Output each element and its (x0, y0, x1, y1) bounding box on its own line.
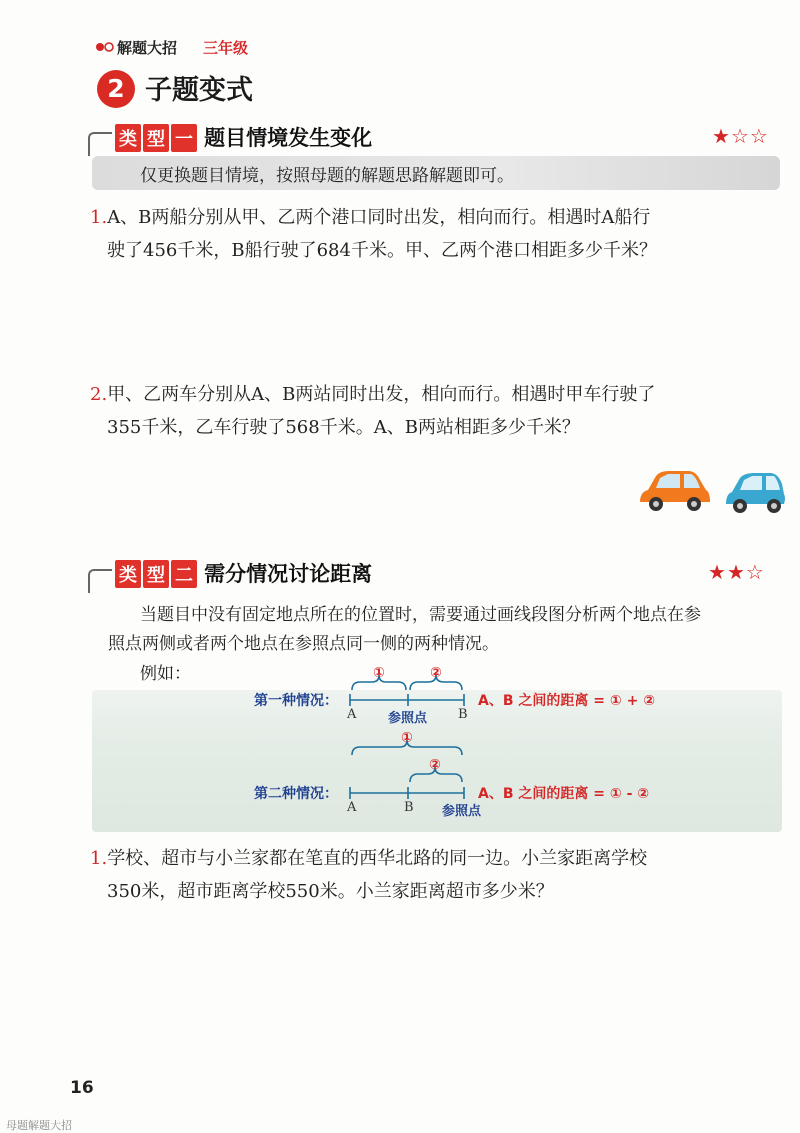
case1-marker-1: ① (373, 665, 385, 681)
case1-diagram (350, 675, 464, 706)
question-number: 1. (90, 207, 108, 228)
type2-intro-line-1: 当题目中没有固定地点所在的位置时，需要通过画线段图分析两个地点在参 (140, 605, 701, 625)
star-filled-icon: ★ (712, 124, 731, 148)
type2-difficulty-stars (708, 560, 765, 584)
header-dots-icon (95, 41, 115, 53)
question-line: 甲、乙两车分别从A、B两站同时出发，相向而行。相遇时甲车行驶了 (107, 384, 656, 405)
case2-point-b: B (404, 800, 414, 815)
segment-diagram (92, 660, 782, 830)
case2-marker-2: ② (429, 757, 441, 773)
orange-car-icon (640, 471, 710, 511)
question-line: A、B两船分别从甲、乙两个港口同时出发，相向而行。相遇时A船行 (107, 207, 651, 228)
cars-illustration (636, 466, 786, 516)
type1-question-2 (90, 378, 780, 444)
header-grade: 三年级 (203, 39, 249, 57)
question-line: 学校、超市与小兰家都在笔直的西华北路的同一边。小兰家距离学校 (107, 848, 648, 869)
case2-point-a: A (347, 800, 357, 815)
case1-label: 第一种情况： (254, 693, 338, 709)
case2-reference-point: 参照点 (442, 804, 482, 819)
case2-label: 第二种情况： (254, 786, 338, 802)
type2-tag-3: 二 (171, 560, 197, 588)
type2-intro-line-2: 照点两侧或者两个地点在参照点同一侧的两种情况。 (108, 634, 499, 654)
star-empty-icon: ☆ (749, 124, 769, 148)
star-filled-icon: ★ (708, 560, 727, 584)
case2-diagram (350, 740, 464, 799)
type2-question-1 (90, 842, 780, 908)
star-empty-icon: ☆ (730, 124, 750, 148)
case1-point-b: B (458, 707, 468, 722)
type1-title: 题目情境发生变化 (204, 126, 373, 150)
type1-corner-hook (88, 132, 112, 156)
star-filled-icon: ★ (726, 560, 746, 584)
header-brand: 解题大招 (117, 39, 178, 57)
type1-tag-3: 一 (171, 124, 197, 152)
type1-difficulty-stars (712, 124, 769, 148)
section-number-badge: 2 (97, 70, 135, 108)
question-number: 2. (90, 384, 108, 405)
question-line: 驶了456千米，B船行驶了684千米。甲、乙两个港口相距多少千米？ (107, 240, 657, 261)
type1-question-1 (90, 201, 780, 267)
type1-tag-1: 类 (115, 124, 141, 152)
blue-car-icon (726, 473, 785, 513)
watermark: 母题解题大招 (6, 1119, 72, 1132)
page-number: 16 (70, 1078, 94, 1098)
type1-tag-2: 型 (143, 124, 169, 152)
example-label: 例如： (140, 664, 191, 684)
question-line: 350米，超市距离学校550米。小兰家距离超市多少米？ (107, 881, 554, 902)
case1-formula: A、B 之间的距离 = ① + ② (478, 693, 656, 709)
section-title: 子题变式 (145, 75, 253, 106)
type2-tag-1: 类 (115, 560, 141, 588)
type2-title: 需分情况讨论距离 (204, 562, 373, 586)
type2-heading (115, 558, 372, 592)
case2-formula: A、B 之间的距离 = ① - ② (478, 786, 650, 802)
case2-marker-1: ① (401, 730, 413, 746)
case1-reference-point: 参照点 (388, 711, 428, 726)
type1-tip: 仅更换题目情境，按照母题的解题思路解题即可。 (140, 166, 514, 186)
type2-corner-hook (88, 569, 112, 593)
question-line: 355千米，乙车行驶了568千米。A、B两站相距多少千米？ (107, 417, 580, 438)
case1-point-a: A (347, 707, 357, 722)
type1-heading (115, 122, 372, 156)
question-number: 1. (90, 848, 108, 869)
case1-marker-2: ② (430, 665, 442, 681)
star-empty-icon: ☆ (745, 560, 765, 584)
type2-tag-2: 型 (143, 560, 169, 588)
